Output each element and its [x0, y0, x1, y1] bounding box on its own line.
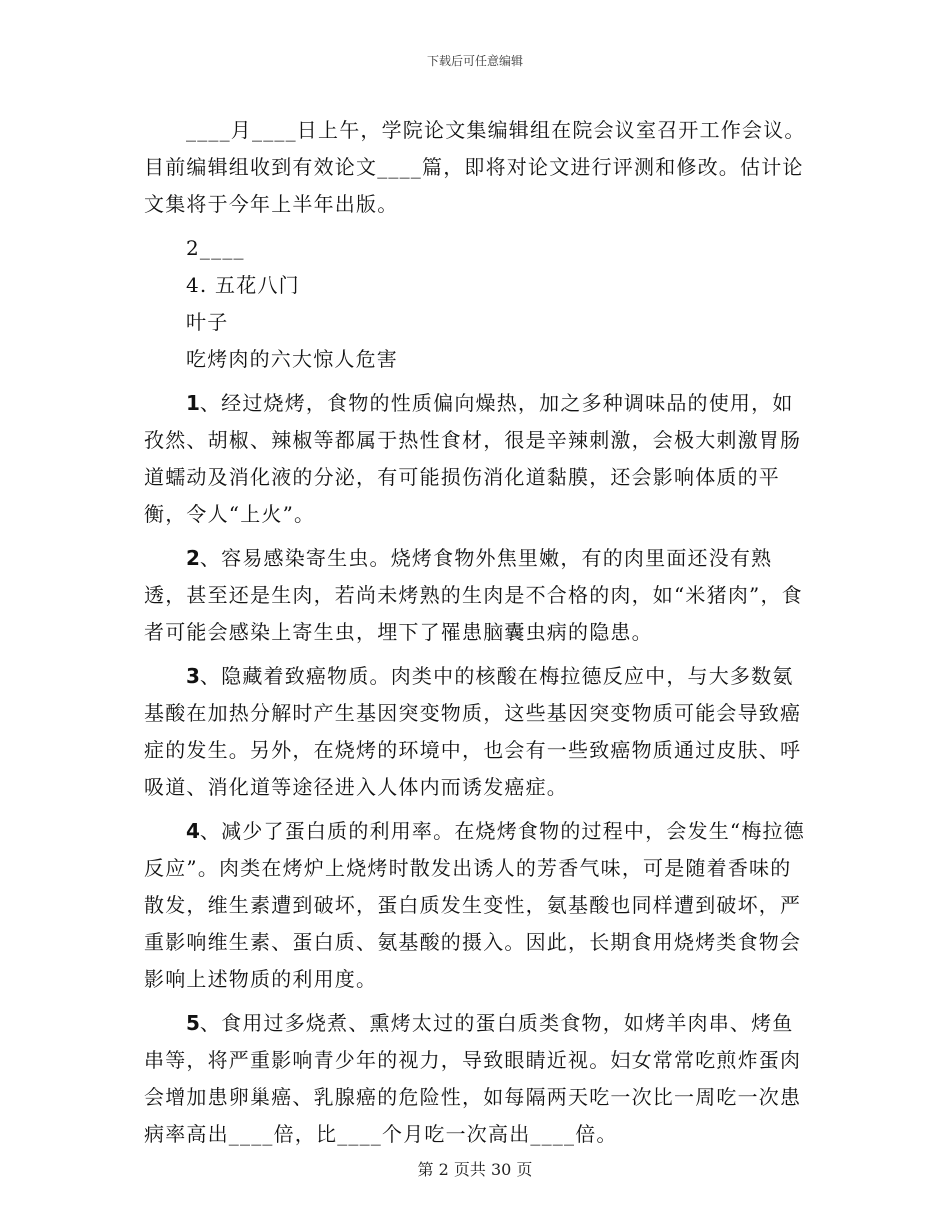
item-2-line: 2____	[186, 236, 245, 260]
point-number: 5	[186, 1011, 200, 1035]
section-title	[144, 267, 808, 304]
article-title: 吃烤肉的六大惊人危害	[186, 347, 398, 371]
point-text: 、隐藏着致癌物质。肉类中的核酸在梅拉德反应中，与大多数氨基酸在加热分解时产生基因突变物质，这些基因突变物质可能会导致癌症的发生。另外，在烧烤的环境中，也会有一些致癌物质通过皮肤、呼吸道、消化道等途径进入人体内而诱发癌症。	[144, 664, 802, 799]
point-paragraph	[144, 658, 808, 806]
page-footer: 第 2 页共 30 页	[417, 1160, 533, 1179]
point-text: 、容易感染寄生虫。烧烤食物外焦里嫩，有的肉里面还没有熟透，甚至还是生肉，若尚未烤熟的生肉是不合格的肉，如“米猪肉”，食者可能会感染上寄生虫，埋下了罹患脑囊虫病的隐患。	[144, 546, 803, 644]
document-body	[144, 112, 808, 1160]
page-header: 下载后可任意编辑	[426, 54, 523, 68]
section-title-text: 4. 五花八门	[186, 273, 300, 297]
point-text: 、食用过多烧煮、熏烤太过的蛋白质类食物，如烤羊肉串、烤鱼串等，将严重影响青少年的视力，导致眼睛近视。妇女常常吃煎炸蛋肉会增加患卵巢癌、乳腺癌的危险性，如每隔两天吃一次比一周吃一次患病率高出____倍，比____个月吃一次高出____倍。	[144, 1011, 802, 1146]
point-paragraph	[144, 540, 808, 651]
point-number: 4	[186, 819, 200, 843]
point-paragraph	[144, 1005, 808, 1153]
point-number: 3	[186, 664, 200, 688]
author-name: 叶子	[186, 310, 229, 334]
point-number: 2	[186, 546, 200, 570]
point-text: 、减少了蛋白质的利用率。在烧烤食物的过程中，会发生“梅拉德反应”。肉类在烤炉上烧烤时散发出诱人的芳香气味，可是随着香味的散发，维生素遭到破坏，蛋白质发生变性，氨基酸也同样遭到破坏，严重影响维生素、蛋白质、氨基酸的摄入。因此，长期食用烧烤类食物会影响上述物质的利用度。	[144, 819, 805, 991]
point-text: 、经过烧烤，食物的性质偏向燥热，加之多种调味品的使用，如孜然、胡椒、辣椒等都属于热性食材，很是辛辣刺激，会极大刺激胃肠道蠕动及消化液的分泌，有可能损伤消化道黏膜，还会影响体质的平衡，令人“上火”。	[144, 391, 802, 526]
point-paragraph	[144, 813, 808, 998]
point-paragraph	[144, 385, 808, 533]
point-number: 1	[186, 391, 200, 415]
intro-paragraph: ____月____日上午，学院论文集编辑组在院会议室召开工作会议。目前编辑组收到有效论文____篇，即将对论文进行评测和修改。估计论文集将于今年上半年出版。	[144, 118, 806, 216]
